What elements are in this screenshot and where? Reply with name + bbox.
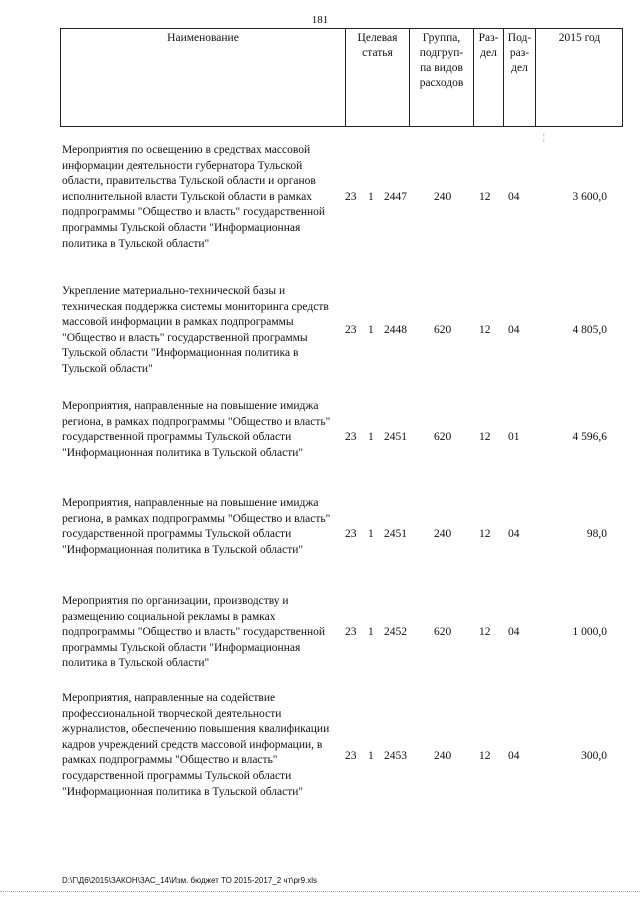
row-subsection: 04	[508, 528, 520, 540]
header-year-2015: 2015 год	[558, 32, 601, 44]
scan-edge	[0, 891, 640, 892]
row-amount: 300,0	[581, 750, 607, 762]
row-program: 23	[345, 750, 357, 762]
row-subprogram: 1	[368, 750, 374, 762]
row-amount: 4 805,0	[572, 324, 607, 336]
row-section: 12	[479, 626, 491, 638]
row-code: 2452	[384, 626, 407, 638]
row-code: 2453	[384, 750, 407, 762]
header-name: Наименование	[167, 32, 239, 44]
row-name: Мероприятия по организации, производству и размещению социальной рекламы в рамках подпрограммы "Общество и власть" государственной программы Тульской области "Информационная политика в Тульской области"	[62, 595, 326, 670]
row-code: 2451	[384, 528, 407, 540]
table-header	[60, 28, 623, 127]
row-subsection: 04	[508, 324, 520, 336]
row-name: Мероприятия, направленные на повышение имиджа региона, в рамках подпрограммы "Общество и власть" государственной программы Тульской области "Информационная политика в Тульской области"	[62, 400, 331, 459]
row-section: 12	[479, 324, 491, 336]
row-group: 240	[434, 191, 452, 203]
row-program: 23	[345, 191, 357, 203]
row-group: 620	[434, 431, 452, 443]
row-subprogram: 1	[368, 324, 374, 336]
row-program: 23	[345, 528, 357, 540]
row-group: 240	[434, 528, 452, 540]
row-amount: 3 600,0	[572, 191, 607, 203]
header-section: Раз- дел	[478, 32, 499, 59]
row-name: Мероприятия по освещению в средствах массовой информации деятельности губернатора Тульской области, правительства Тульской области и органов исполнительной власти Тульской области в рамках подпрограммы "Общество и власть" государственной программы Тульской области "Информационная политика в Тульской области"	[62, 144, 326, 250]
file-path-footer: D:\Г\Д6\2015\ЗАКОН\ЗАС_14\Изм. бюджет ТО 2015-2017_2 чт\pr9.xls	[62, 876, 318, 885]
scan-mark: ¦	[543, 132, 545, 142]
row-subsection: 01	[508, 431, 520, 443]
row-subprogram: 1	[368, 528, 374, 540]
row-group: 240	[434, 750, 452, 762]
row-code: 2451	[384, 431, 407, 443]
header-subsection: Под- раз- дел	[507, 32, 532, 74]
row-amount: 4 596,6	[572, 431, 607, 443]
row-section: 12	[479, 528, 491, 540]
row-code: 2448	[384, 324, 407, 336]
row-subsection: 04	[508, 750, 520, 762]
row-name: Мероприятия, направленные на содействие профессиональной творческой деятельности журналистов, обеспечению повышения квалификации кадров учреждений средств массовой информации, в рамках подпрограммы "Общество и власть" государственной программы Тульской области "Информационная политика в Тульской области"	[62, 692, 330, 798]
header-target-article: Целевая статья	[357, 32, 398, 59]
row-subprogram: 1	[368, 191, 374, 203]
row-name: Мероприятия, направленные на повышение имиджа региона, в рамках подпрограммы "Общество и власть" государственной программы Тульской области "Информационная политика в Тульской области"	[62, 497, 331, 556]
row-section: 12	[479, 431, 491, 443]
row-name: Укрепление материально-технической базы и техническая поддержка системы мониторинга средств массовой информации в рамках подпрограммы "Общество и власть" государственной программы Тульской области "Информационная политика в Тульской области"	[62, 285, 329, 375]
row-subprogram: 1	[368, 626, 374, 638]
row-subsection: 04	[508, 626, 520, 638]
row-subprogram: 1	[368, 431, 374, 443]
row-subsection: 04	[508, 191, 520, 203]
row-group: 620	[434, 324, 452, 336]
row-program: 23	[345, 431, 357, 443]
page-number: 181	[311, 14, 329, 26]
row-section: 12	[479, 750, 491, 762]
row-program: 23	[345, 324, 357, 336]
row-amount: 1 000,0	[572, 626, 607, 638]
row-code: 2447	[384, 191, 407, 203]
header-expense-group: Группа, подгруп- па видов расходов	[419, 32, 464, 89]
row-group: 620	[434, 626, 452, 638]
row-amount: 98,0	[586, 528, 607, 540]
row-section: 12	[479, 191, 491, 203]
row-program: 23	[345, 626, 357, 638]
